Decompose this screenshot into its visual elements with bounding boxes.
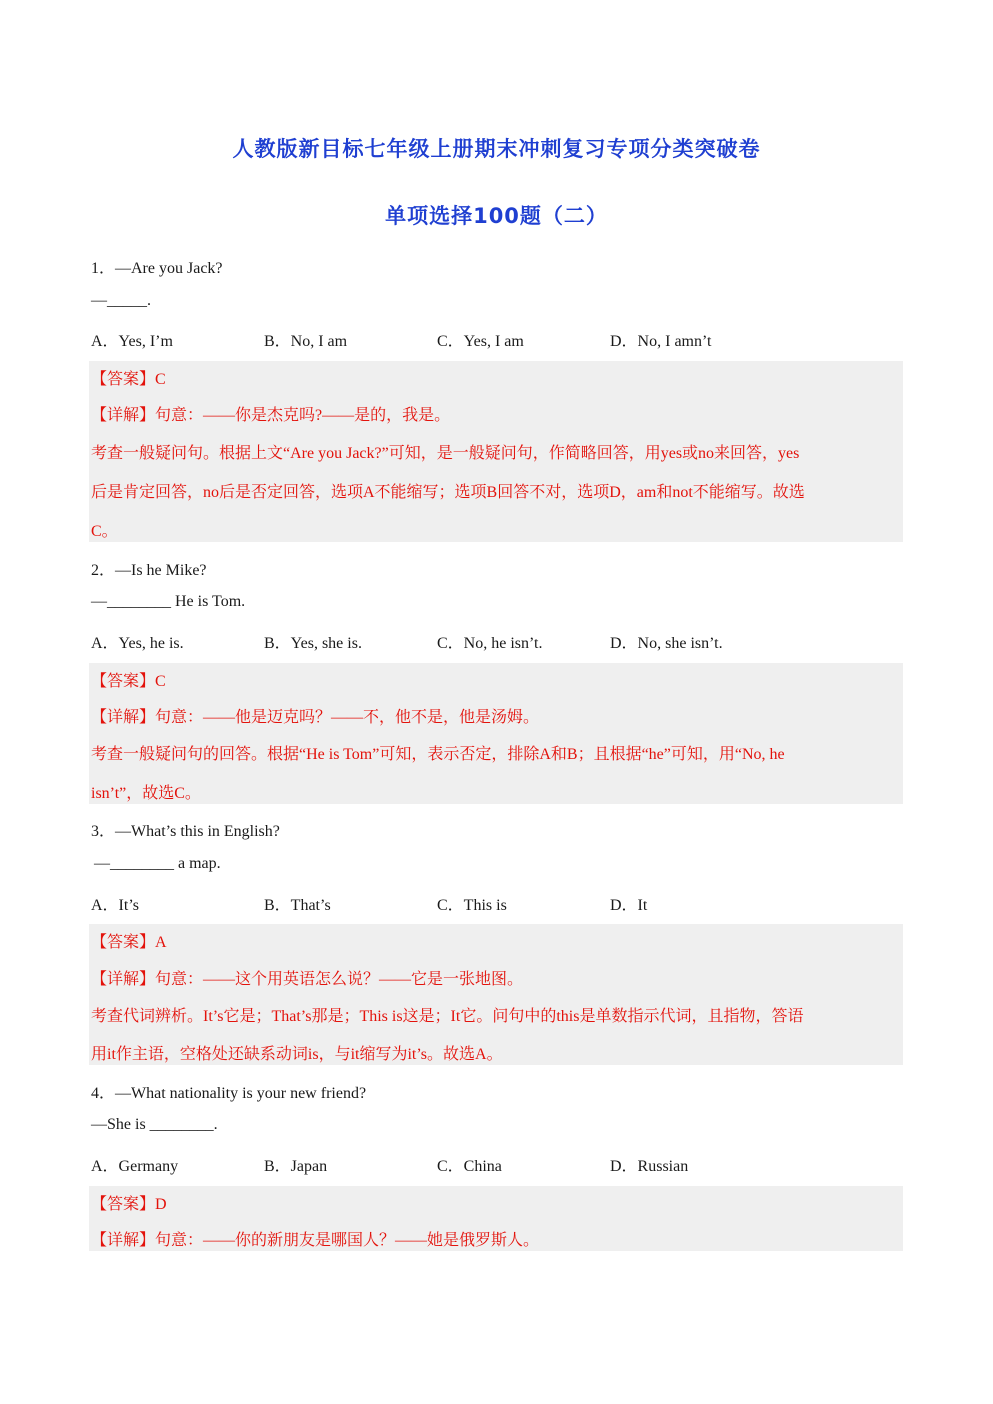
option-c: C．No, he isn’t. — [437, 635, 543, 652]
question-blank-line: —________ He is Tom. — [91, 593, 246, 610]
explanation-line: C。 — [91, 523, 118, 540]
option-a: A．Yes, he is. — [91, 635, 184, 652]
question-stem: 2．—Is he Mike? — [91, 562, 207, 579]
explanation-line: 考查一般疑问句。根据上文“Are you Jack?”可知，是一般疑问句，作简略回答，用yes或no来回答，yes — [91, 445, 800, 462]
explanation-line: 考查代词辨析。It’s它是；That’s那是；This is这是；It它。问句中的this是单数指示代词，且指物，答语 — [91, 1008, 804, 1025]
question-blank-line: —She is ________. — [91, 1116, 218, 1133]
option-d: D．No, she isn’t. — [610, 635, 723, 652]
explanation-line: 后是肯定回答，no后是否定回答，选项A不能缩写；选项B回答不对，选项D，am和not不能缩写。故选 — [91, 484, 805, 501]
answer-label: 【答案】C — [91, 371, 166, 388]
option-b: B．That’s — [264, 897, 331, 914]
page-title: 人教版新目标七年级上册期末冲刺复习专项分类突破卷 — [232, 137, 761, 161]
detail-text: 【详解】句意：——你是杰克吗?——是的，我是。 — [91, 407, 451, 424]
answer-label: 【答案】C — [91, 673, 166, 690]
explanation-line: 考查一般疑问句的回答。根据“He is Tom”可知，表示否定，排除A和B；且根据“he”可知，用“No, he — [91, 746, 785, 763]
question-stem: 1．—Are you Jack? — [91, 260, 223, 277]
explanation-line: 用it作主语，空格处还缺系动词is，与it缩写为it’s。故选A。 — [91, 1046, 503, 1063]
option-c: C．This is — [437, 897, 507, 914]
option-d: D．No, I amn’t — [610, 333, 712, 350]
explanation-line: isn’t”，故选C。 — [91, 785, 201, 802]
question-blank-line: —_____. — [91, 292, 151, 309]
answer-label: 【答案】A — [91, 934, 167, 951]
page-subtitle: 单项选择100题（二） — [385, 204, 608, 228]
question-stem: 4．—What nationality is your new friend? — [91, 1085, 367, 1102]
detail-text: 【详解】句意：——这个用英语怎么说？——它是一张地图。 — [91, 971, 524, 988]
option-d: D．Russian — [610, 1158, 689, 1175]
option-c: C．Yes, I am — [437, 333, 524, 350]
question-stem: 3．—What’s this in English? — [91, 823, 280, 840]
option-a: A．Yes, I’m — [91, 333, 173, 350]
answer-label: 【答案】D — [91, 1196, 167, 1213]
question-blank-line: —________ a map. — [94, 855, 221, 872]
detail-text: 【详解】句意：——你的新朋友是哪国人？——她是俄罗斯人。 — [91, 1232, 540, 1249]
answer-box — [89, 663, 903, 804]
option-d: D．It — [610, 897, 648, 914]
option-c: C．China — [437, 1158, 502, 1175]
option-b: B．Japan — [264, 1158, 328, 1175]
option-a: A．It’s — [91, 897, 140, 914]
option-b: B．No, I am — [264, 333, 348, 350]
option-b: B．Yes, she is. — [264, 635, 362, 652]
option-a: A．Germany — [91, 1158, 179, 1175]
detail-text: 【详解】句意：——他是迈克吗？——不，他不是，他是汤姆。 — [91, 709, 540, 726]
